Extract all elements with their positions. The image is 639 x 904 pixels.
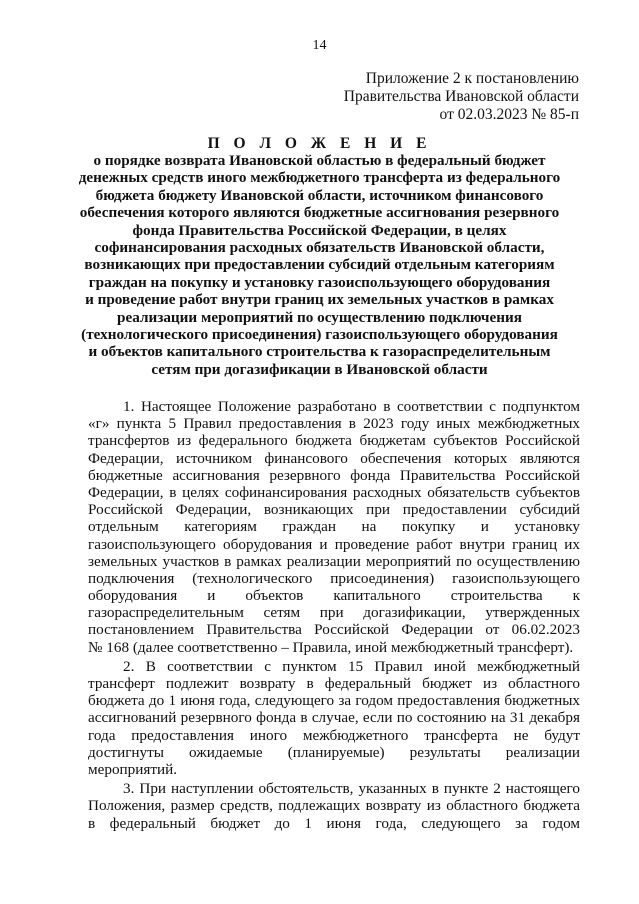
text-line: постановлением Правительства Российской Федерации от 06.02.2023: [88, 621, 580, 639]
subtitle-line: реализации мероприятий по осуществлению подключения: [117, 308, 522, 326]
text-line: мероприятий.: [88, 760, 178, 778]
text-line: 2. В соответствии с пунктом 15 Правил иной межбюджетный: [123, 657, 580, 675]
appendix-line: Приложение 2 к постановлению: [365, 70, 579, 87]
text-line: газоиспользующего оборудования и проведение работ внутри границ их: [88, 535, 580, 553]
text-line: «г» пункта 5 Правил предоставления в 2023 году иных межбюджетных: [88, 415, 580, 433]
subtitle-line: фонда Правительства Российской Федерации, в целях: [132, 221, 507, 239]
paragraph-3: [88, 780, 580, 832]
subtitle-line: граждан на покупку и установку газоиспользующего оборудования: [88, 273, 551, 291]
subtitle-line: софинансирования расходных обязательств Ивановской области,: [94, 239, 545, 257]
page-number: 14: [312, 38, 327, 53]
subtitle-line: и проведение работ внутри границ их земельных участков в рамках: [85, 291, 554, 309]
text-line: в федеральный бюджет до 1 июня года, следующего за годом: [88, 814, 580, 832]
appendix-reference: [344, 70, 579, 124]
subtitle-line: обеспечения которого являются бюджетные ассигнования резервного: [79, 204, 560, 222]
text-line: трансфертов из федерального бюджета бюджетам субъектов Российской: [88, 432, 580, 450]
text-line: года предоставления иного межбюджетного трансферта не будут: [88, 726, 580, 744]
text-line: земельных участков в рамках реализации мероприятий по осуществлению: [88, 552, 580, 570]
text-line: Положения, размер средств, подлежащих возврату из областного бюджета: [88, 797, 580, 815]
text-line: 1. Настоящее Положение разработано в соответствии с подпунктом: [123, 398, 580, 415]
document-body: [88, 398, 580, 834]
document-subtitle: [0, 152, 639, 378]
subtitle-line: сетям при догазификации в Ивановской области: [151, 360, 488, 378]
text-line: ассигнований резервного фонда в случае, если по состоянию на 31 декабря: [88, 709, 580, 727]
text-line: подключения (технологического присоединения) газоиспользующего: [88, 569, 580, 587]
subtitle-line: бюджета бюджету Ивановской области, источником финансового: [95, 186, 544, 204]
subtitle-line: (технологического присоединения) газоиспользующего оборудования: [81, 326, 558, 344]
text-line: Российской Федерации, возникающих при предоставлении субсидий: [88, 501, 580, 519]
subtitle-line: и объектов капитального строительства к газораспределительным: [88, 343, 551, 361]
subtitle-line: денежных средств иного межбюджетного трансферта из федерального: [78, 169, 561, 187]
document-title: П О Л О Ж Е Н И Е: [207, 135, 432, 152]
paragraph-1: [88, 398, 580, 656]
text-line: 3. При наступлении обстоятельств, указанных в пункте 2 настоящего: [123, 780, 580, 798]
text-line: газораспределительным сетям при догазификации, утвержденных: [88, 604, 580, 622]
text-line: бюджета до 1 июня года, следующего за годом предоставления бюджетных: [88, 692, 580, 710]
appendix-line: Правительства Ивановской области: [343, 88, 579, 105]
subtitle-line: возникающих при предоставлении субсидий отдельным категориям: [84, 256, 555, 274]
appendix-line: от 02.03.2023 № 85-п: [439, 106, 579, 123]
subtitle-line: о порядке возврата Ивановской областью в федеральный бюджет: [93, 152, 546, 169]
text-line: бюджетные ассигнования резервного фонда Правительства Российской: [88, 466, 580, 484]
paragraph-2: [88, 658, 580, 778]
text-line: трансферт подлежит возврату в федеральный бюджет из областного: [88, 675, 580, 692]
text-line: Федерации, источником финансового обеспечения которых являются: [88, 449, 580, 467]
text-line: № 168 (далее соответственно – Правила, иной межбюджетный трансферт).: [88, 638, 574, 656]
text-line: достигнуты ожидаемые (планируемые) результаты реализации: [88, 743, 580, 761]
text-line: оборудования и объектов капитального строительства к: [88, 587, 580, 605]
text-line: отдельным категориям граждан на покупку и установку: [88, 518, 580, 536]
text-line: Федерации, в целях софинансирования расходных обязательств субъектов: [88, 483, 580, 501]
